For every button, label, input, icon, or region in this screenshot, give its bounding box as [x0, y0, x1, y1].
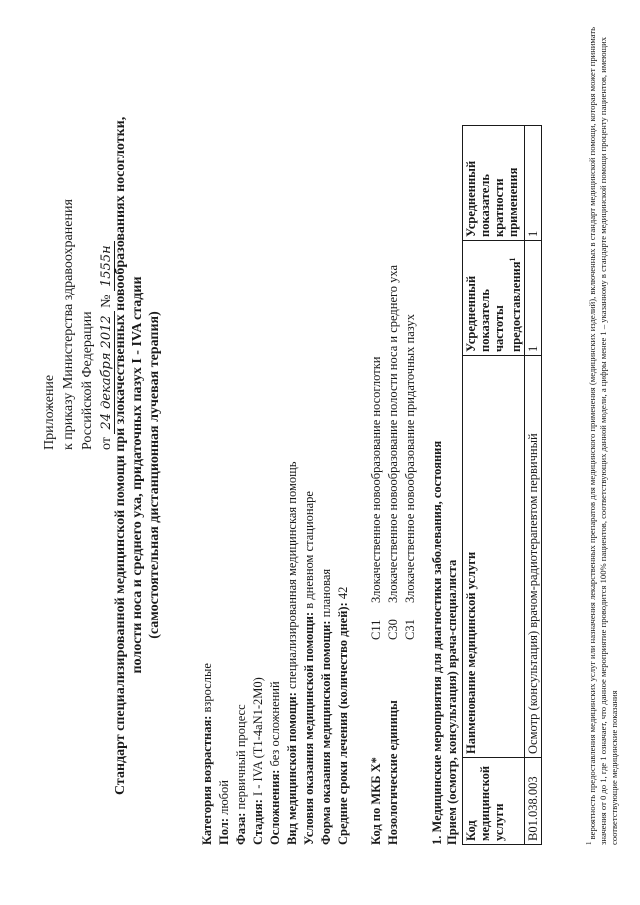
icd-name-c30: Злокачественное новообразование полости носа и среднего уха: [386, 264, 400, 603]
icd-code-c11: C11: [369, 619, 383, 640]
icd-code-label: Код по МКБ X*: [369, 757, 383, 845]
cell-name: Осмотр (консультация) врачом-радиотерапевтом первичный: [525, 356, 542, 758]
param-stage: Стадия: I - IVA (T1-4aN1-2M0): [251, 677, 265, 845]
header-code: Код медицинской услуги: [463, 758, 525, 845]
from-label: от: [99, 437, 114, 450]
param-form: Форма оказания медицинской помощи: плановая: [319, 568, 333, 845]
table-header-row: [463, 126, 525, 845]
header-appendix: Приложение: [42, 374, 57, 450]
title-line-1: Стандарт специализированной медицинской помощи при злокачественных новообразованиях носоглотки,: [113, 116, 128, 795]
footnote: [584, 25, 620, 845]
param-duration: Средние сроки лечения (количество дней): 42: [336, 586, 350, 845]
param-sex: Пол: любой: [217, 780, 231, 845]
footnote-text: вероятность предоставления медицинских услуг или назначения лекарственных препаратов для медицинского применения (медицинских изделий), включенных в стандарт медицинской помощи, которая может принимать значения от 0 до 1, где 1 означает, что данное мероприятие проводится 100% пациентов, соответствующих данной модели, а цифры менее 1 – указанному в стандарте медицинской помощи проценту пациентов, имеющих соответствующие медицинские показания: [586, 26, 619, 845]
document-title: [112, 116, 163, 795]
icd-name-c11: Злокачественное новообразование носоглотки: [369, 356, 383, 603]
header-multiplicity: Усредненный показатель кратности применения: [463, 126, 525, 241]
cell-frequency: 1: [525, 241, 542, 356]
param-complications: Осложнения: без осложнений: [268, 681, 282, 845]
param-conditions: Условия оказания медицинской помощи: в дневном стационаре: [302, 491, 316, 845]
header-frequency: Усредненный показатель частоты предоставления$^1$: [463, 241, 525, 356]
title-line-2: полости носа и среднего уха, придаточных пазух I - IVA стадии: [130, 276, 145, 674]
param-care-type: Вид медицинской помощи: специализированная медицинская помощь: [285, 461, 299, 845]
handwritten-number: 1555н: [99, 241, 115, 291]
handwritten-date: 24 декабря 2012: [99, 311, 115, 433]
footnote-mark: 1: [585, 841, 593, 845]
cell-code: B01.038.003: [525, 758, 542, 845]
icd-name-c31: Злокачественное новообразование придаточных пазух: [403, 314, 417, 603]
table-row: [525, 126, 542, 845]
services-table: [462, 125, 542, 845]
section-title: 1. Медицинские мероприятия для диагностики заболевания, состояния: [430, 440, 444, 845]
section-subtitle: Прием (осмотр, консультация) врача-специалиста: [445, 559, 459, 845]
header-name: Наименование медицинской услуги: [463, 356, 525, 758]
title-line-3: (самостоятельная дистанционная лучевая терапия): [147, 311, 162, 639]
param-age: Категория возрастная: взрослые: [200, 663, 214, 845]
nosology-label: Нозологические единицы: [386, 700, 400, 845]
order-header: [40, 199, 116, 450]
cell-multiplicity: 1: [525, 126, 542, 241]
icd-code-c30: C30: [386, 619, 400, 640]
number-label: №: [99, 294, 114, 308]
header-federation: Российской Федерации: [80, 311, 95, 450]
icd-code-c31: C31: [403, 619, 417, 640]
param-phase: Фаза: первичный процесс: [234, 704, 248, 845]
header-order: к приказу Министерства здравоохранения: [61, 199, 76, 450]
